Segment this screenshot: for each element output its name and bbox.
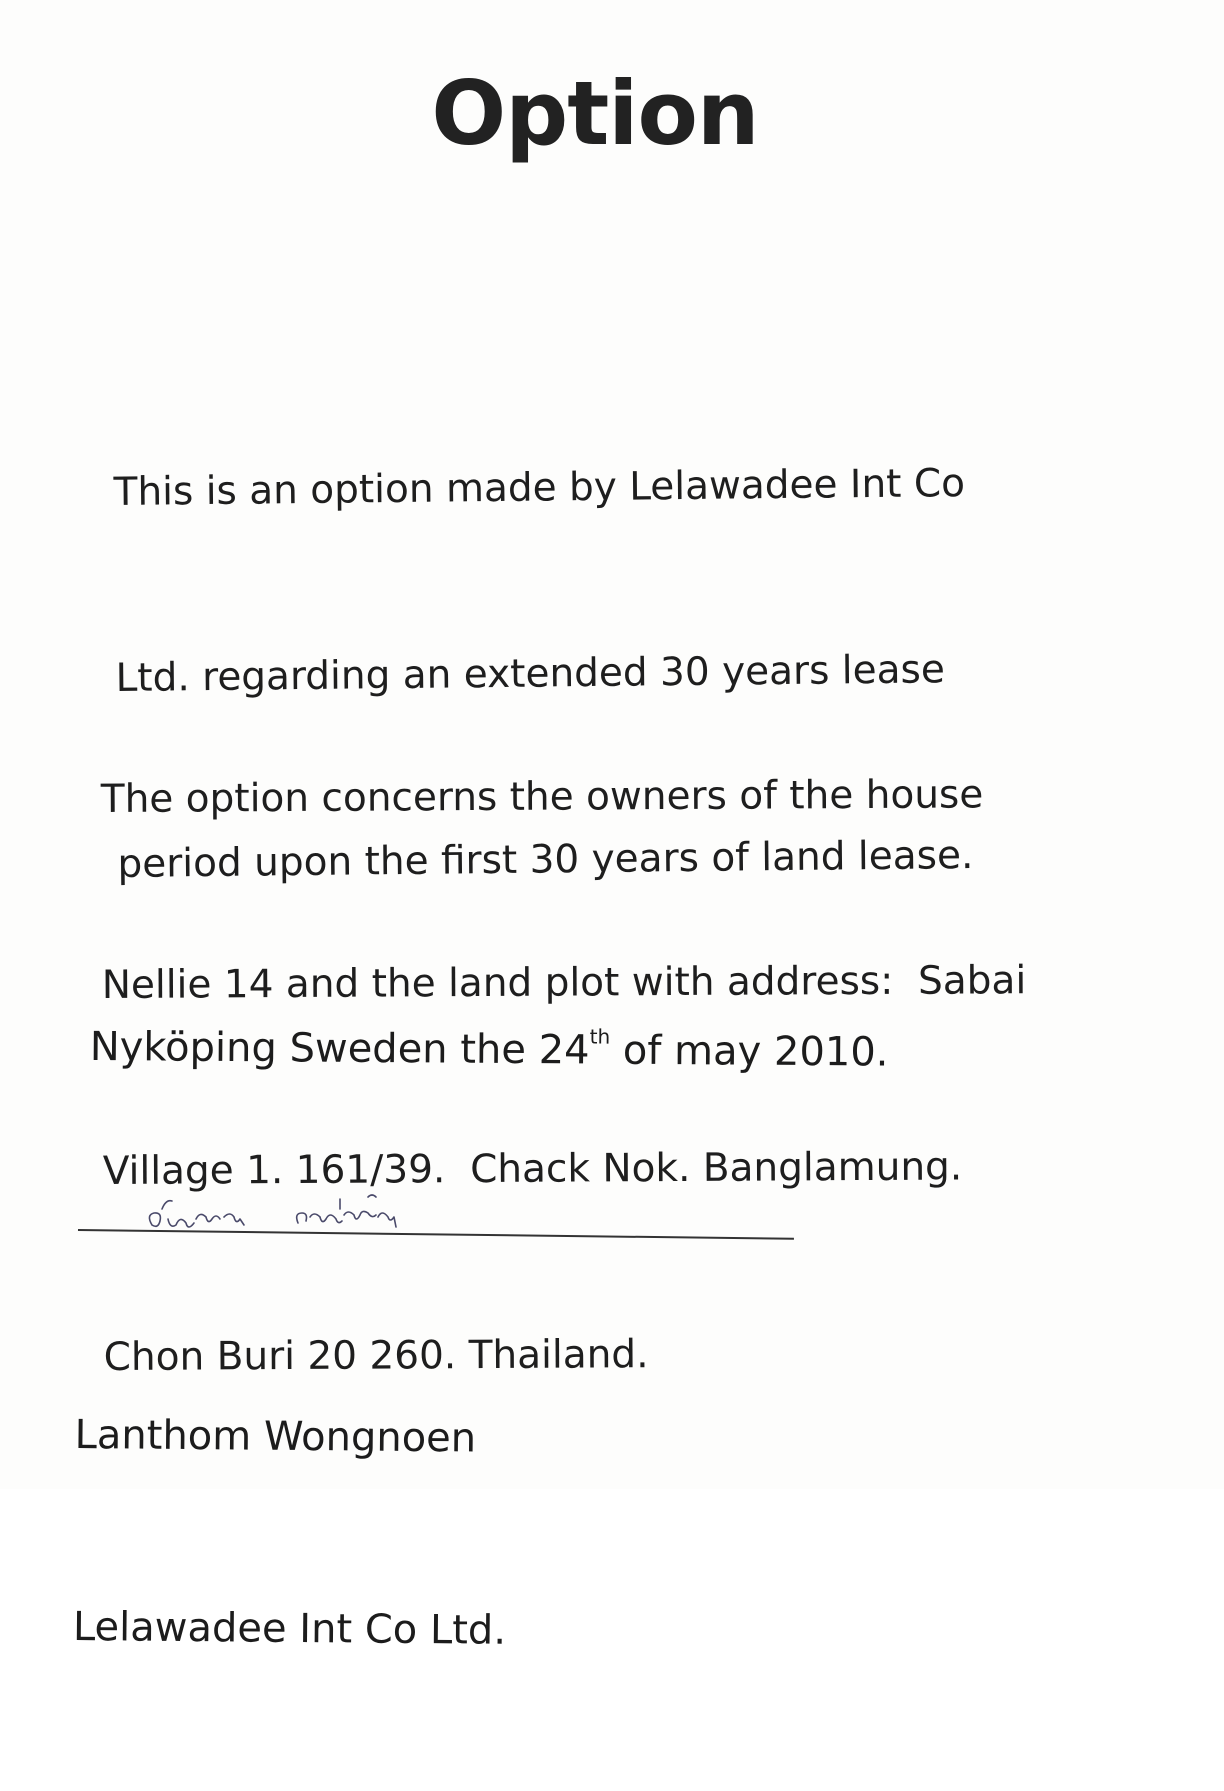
text-line: period upon the first 30 years of land lease. (117, 833, 974, 887)
text-line: Village 1. 161/39. Chack Nok. Banglamung. (102, 1144, 963, 1194)
text-line: The option concerns the owners of the house (100, 772, 984, 822)
text-line: Chon Buri 20 260. Thailand. (103, 1332, 649, 1380)
date-prefix: Nyköping Sweden the 24 (89, 1023, 590, 1074)
signer-block (72, 1275, 510, 1791)
text-line: Ltd. regarding an extended 30 years lease (115, 647, 946, 701)
signer-company: Lelawadee Int Co Ltd. (72, 1603, 507, 1654)
text-line: Nellie 14 and the land plot with address: Sabai (101, 958, 1027, 1008)
text-line: This is an option made by Lelawadee Int Co (113, 461, 966, 515)
document-title: Option (431, 62, 759, 165)
date-ordinal-suffix: th (589, 1024, 611, 1049)
date-suffix: of may 2010. (609, 1027, 889, 1076)
handwritten-signature (78, 1185, 798, 1255)
place-and-date (90, 1017, 889, 1083)
signer-name: Lanthom Wongnoen (74, 1411, 477, 1462)
signature-block (78, 1185, 798, 1255)
signature-text: ลันทอม วงน้อน (78, 1185, 85, 1186)
